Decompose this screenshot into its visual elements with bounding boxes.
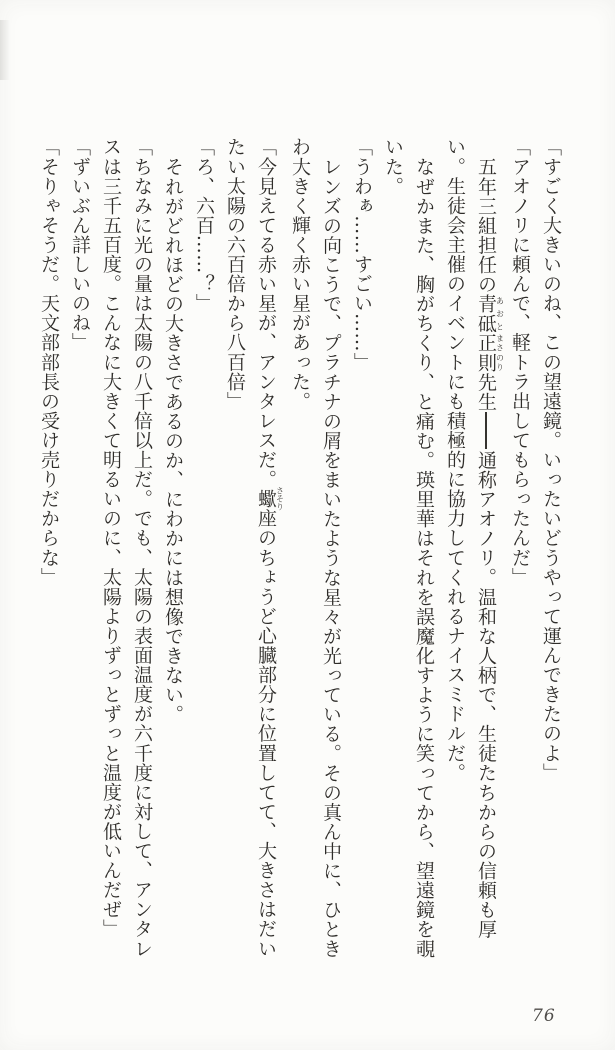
paragraph-6-narrative: レンズの向こうで、プラチナの屑をまいたような星々が光っている。その真ん中に、ひときわ大きく輝く赤い星があった。 <box>289 137 342 959</box>
paragraph-12-dialogue: 「そりゃそうだ。天文部部長の受け売りだからな」 <box>38 137 60 587</box>
body-text <box>39 137 566 961</box>
paragraph-2-dialogue: 「アオノリに頼んで、軽トラ出してもらったんだ」 <box>509 137 531 587</box>
paragraph-3-narrative: 五年三組担任の青砥あおと正則まさのり先生通称アオノリ。温和な人柄で、生徒たちからの信頼も厚い。生徒会主催のイベントにも積極的に協力してくれるナイスミドルだ。 <box>444 137 505 939</box>
paragraph-9-narrative: それがどれほどの大きさであるのか、にわかには想像できない。 <box>162 157 184 724</box>
ruby-term: 青砥あおと <box>475 293 505 333</box>
em-dash <box>485 412 487 449</box>
paragraph-1-dialogue: 「すごく大きいのね、この望遠鏡。いったいどうやって運んできたのよ」 <box>540 137 562 783</box>
paragraph-4-narrative: なぜかまた、胸がちくり、と痛む。瑛里華はそれを誤魔化すように笑ってから、望遠鏡を覗いた。 <box>382 137 435 959</box>
page-number: 76 <box>532 1006 556 1026</box>
paragraph-5-dialogue: 「うわぁ……すごい……」 <box>351 137 373 372</box>
ruby-term: 蠍さそり <box>255 486 285 511</box>
scan-edge-artifact <box>0 20 10 80</box>
paragraph-7-dialogue: 「今見えてる赤い星が、アンタレスだ。蠍さそり座のちょうど心臓部分に位置してて、大きさはだいたい太陽の六百倍から八百倍」 <box>224 137 285 959</box>
paragraph-8-dialogue: 「ろ、六百……？」 <box>193 137 215 313</box>
paragraph-11-dialogue: 「ずいぶん詳しいのね」 <box>69 137 91 353</box>
ruby-term: 正則まさのり <box>475 332 505 373</box>
paragraph-10-dialogue: 「ちなみに光の量は太陽の八千倍以上だ。でも、太陽の表面温度が六千度に対して、アンタレスは三千五百度。こんなに大きくて明るいのに、太陽よりずっとずっと温度が低いんだぜ」 <box>100 137 153 959</box>
